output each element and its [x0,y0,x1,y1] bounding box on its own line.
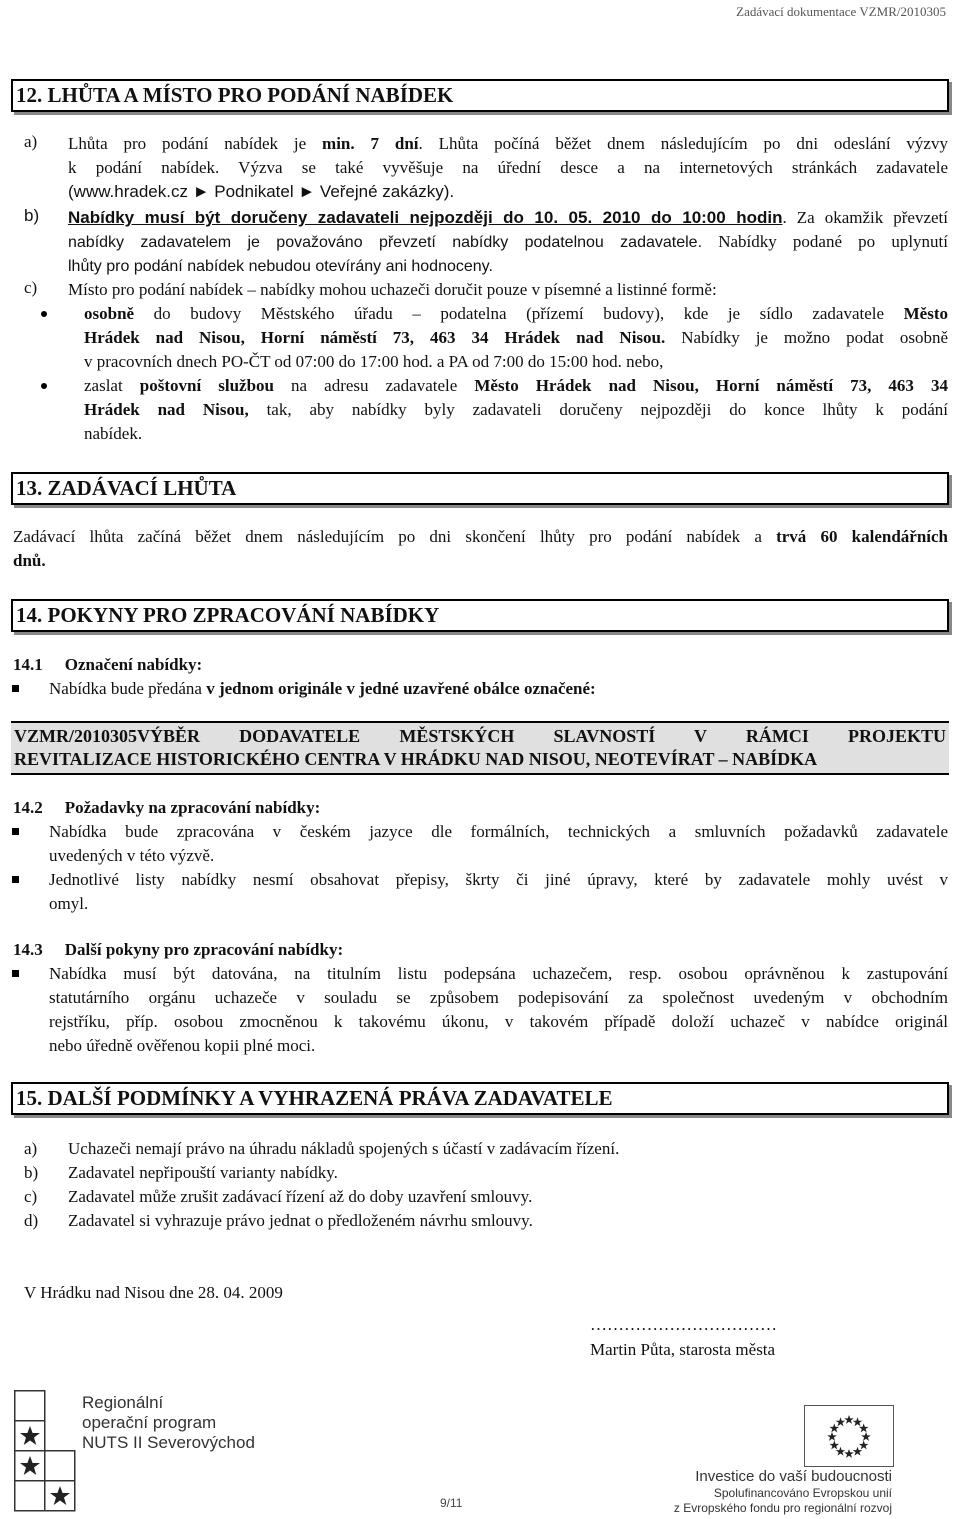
place-date: V Hrádku nad Nisou dne 28. 04. 2009 [24,1283,283,1302]
subsection-14-2: 14.2 Požadavky na zpracování nabídky: Nabídka bude zpracována v českém jazyce dle formálních, technických a smluvních požadavků zadavatele uvedených v této výzvě. Jednotlivé listy nabídky nesmí obsahovat přepisy, škrty či jiné úpravy, které by zadavatele mohly uvést v omyl. [13,796,948,916]
eu-text: Investice do vaší budoucnosti Spolufinancováno Evropskou unií z Evropského fondu pro regionální rozvoj [673,1468,892,1515]
section-15-list [24,1137,944,1233]
subsection-14-1: 14.1 Označení nabídky: Nabídka bude předána v jednom originále v jedné uzavřené obálce označené: [13,653,948,701]
eu-flag-icon [804,1405,894,1467]
square-bullet-icon [12,685,19,692]
section-12-item-c: c) Místo pro podání nabídek – nabídky mohou uchazeči doručit pouze v písemné a listinné formě: osobně do budovy Městského úřadu – podatelna (přízemí budovy), kde je sídlo zadavatele Město Hrádek nad Nisou, Horní náměstí 73, 463 34 Hrádek nad Nisou. Nabídky je možno podat osobně v pracovních dnech PO-ČT od 07:00 do 17:00 hod. a PA od 7:00 do 15:00 hod. nebo, zaslat poštovní službou na adresu zadavatele Město Hrádek nad Nisou, Horní náměstí 73, 463 34 Hrádek nad Nisou, tak, aby nabídky byly zadavateli doručeny nejpozději do konce lhůty k podání nabídek. [24,278,948,446]
section-12-item-a: a) Lhůta pro podání nabídek je min. 7 dní. Lhůta počíná běžet dnem následujícím po dni odeslání výzvy k podání nabídek. Výzva se také vyvěšuje na úřední desce a na internetových stránkách zadavatele (www.hradek.cz ► Podnikatel ► Veřejné zakázky). [24,132,948,201]
square-bullet-item: Nabídka musí být datována, na titulním listu podepsána uchazečem, resp. osobou oprávněnou k zastupování statutárního orgánu uchazeče v souladu se způsobem podepisování za společnost uvedeným v obchodním rejstříku, příp. osobou zmocněnou k takovému úkonu, v takovém případě doloží uchazeč v nabídce originál nebo úředně ověřenou kopii plné moci. [49,962,948,1058]
rop-star-grid-icon [14,1390,76,1514]
section-12-heading: 12. LHŮTA A MÍSTO PRO PODÁNÍ NABÍDEK [11,79,949,112]
list-item: d) Zadavatel si vyhrazuje právo jednat o předloženém návrhu smlouvy. [24,1211,533,1230]
bullet-item: osobně do budovy Městského úřadu – podatelna (přízemí budovy), kde je sídlo zadavatele Město Hrádek nad Nisou, Horní náměstí 73, 463 34 Hrádek nad Nisou. Nabídky je možno podat osobně v pracovních dnech PO-ČT od 07:00 do 17:00 hod. a PA od 7:00 do 15:00 hod. nebo, [84,302,948,374]
square-bullet-icon [12,970,19,977]
section-13-text: Zadávací lhůta začíná běžet dnem následujícím po dni skončení lhůty pro podání nabídek a trvá 60 kalendářních dnů. [13,527,948,570]
bullet-item: zaslat poštovní službou na adresu zadavatele Město Hrádek nad Nisou, Horní náměstí 73, 463 34 Hrádek nad Nisou, tak, aby nabídky byly zadavateli doručeny nejpozději do konce lhůty k podání nabídek. [84,374,948,446]
rop-logo [14,1390,76,1514]
rop-text: Regionální operační program NUTS II Severovýchod [82,1393,255,1452]
page-number: 9/11 [440,1496,463,1510]
list-item: b) Zadavatel nepřipouští varianty nabídky. [24,1163,338,1182]
bullet-icon [41,383,47,389]
bullet-icon [41,311,47,317]
envelope-label: VZMR/2010305VÝBĚR DODAVATELE MĚSTSKÝCH SLAVNOSTÍ V RÁMCI PROJEKTU REVITALIZACE HISTORICKÉHO CENTRA V HRÁDKU NAD NISOU, NEOTEVÍRAT – NABÍDKA [11,721,949,775]
square-bullet-icon [12,876,19,883]
square-bullet-item: Nabídka bude zpracována v českém jazyce dle formálních, technických a smluvních požadavků zadavatele uvedených v této výzvě. [49,820,948,868]
item-label: a) [24,132,38,151]
signature-dots: …………………………… [590,1315,777,1334]
signatory: Martin Půta, starosta města [590,1340,776,1359]
square-bullet-item: Nabídka bude předána v jednom originále v jedné uzavřené obálce označené: [49,677,948,701]
subsection-14-3: 14.3 Další pokyny pro zpracování nabídky: Nabídka musí být datována, na titulním listu podepsána uchazečem, resp. osobou oprávněnou k zastupování statutárního orgánu uchazeče v souladu se způsobem podepisování za společnost uvedeným v obchodním rejstříku, příp. osobou zmocněnou k takovému úkonu, v takovém případě doloží uchazeč v nabídce originál nebo úředně ověřenou kopii plné moci. [13,938,948,1058]
list-item: c) Zadavatel může zrušit zadávací řízení až do doby uzavření smlouvy. [24,1187,533,1206]
list-item: a) Uchazeči nemají právo na úhradu nákladů spojených s účastí v zadávacím řízení. [24,1139,620,1158]
square-bullet-item: Jednotlivé listy nabídky nesmí obsahovat přepisy, škrty či jiné úpravy, které by zadavatele mohly uvést v omyl. [49,868,948,916]
square-bullet-icon [12,828,19,835]
document-header: Zadávací dokumentace VZMR/2010305 [736,4,946,19]
section-13-heading: 13. ZADÁVACÍ LHŮTA [11,472,949,505]
section-14-heading: 14. POKYNY PRO ZPRACOVÁNÍ NABÍDKY [11,599,949,632]
section-12-item-b: b) Nabídky musí být doručeny zadavateli nejpozději do 10. 05. 2010 do 10:00 hodin. Za okamžik převzetí nabídky zadavatelem je považováno převzetí nabídky podatelnou zadavatele. Nabídky podané po uplynutí lhůty pro podání nabídek nebudou otevírány ani hodnoceny. [24,206,949,275]
section-15-heading: 15. DALŠÍ PODMÍNKY A VYHRAZENÁ PRÁVA ZADAVATELE [11,1082,949,1115]
